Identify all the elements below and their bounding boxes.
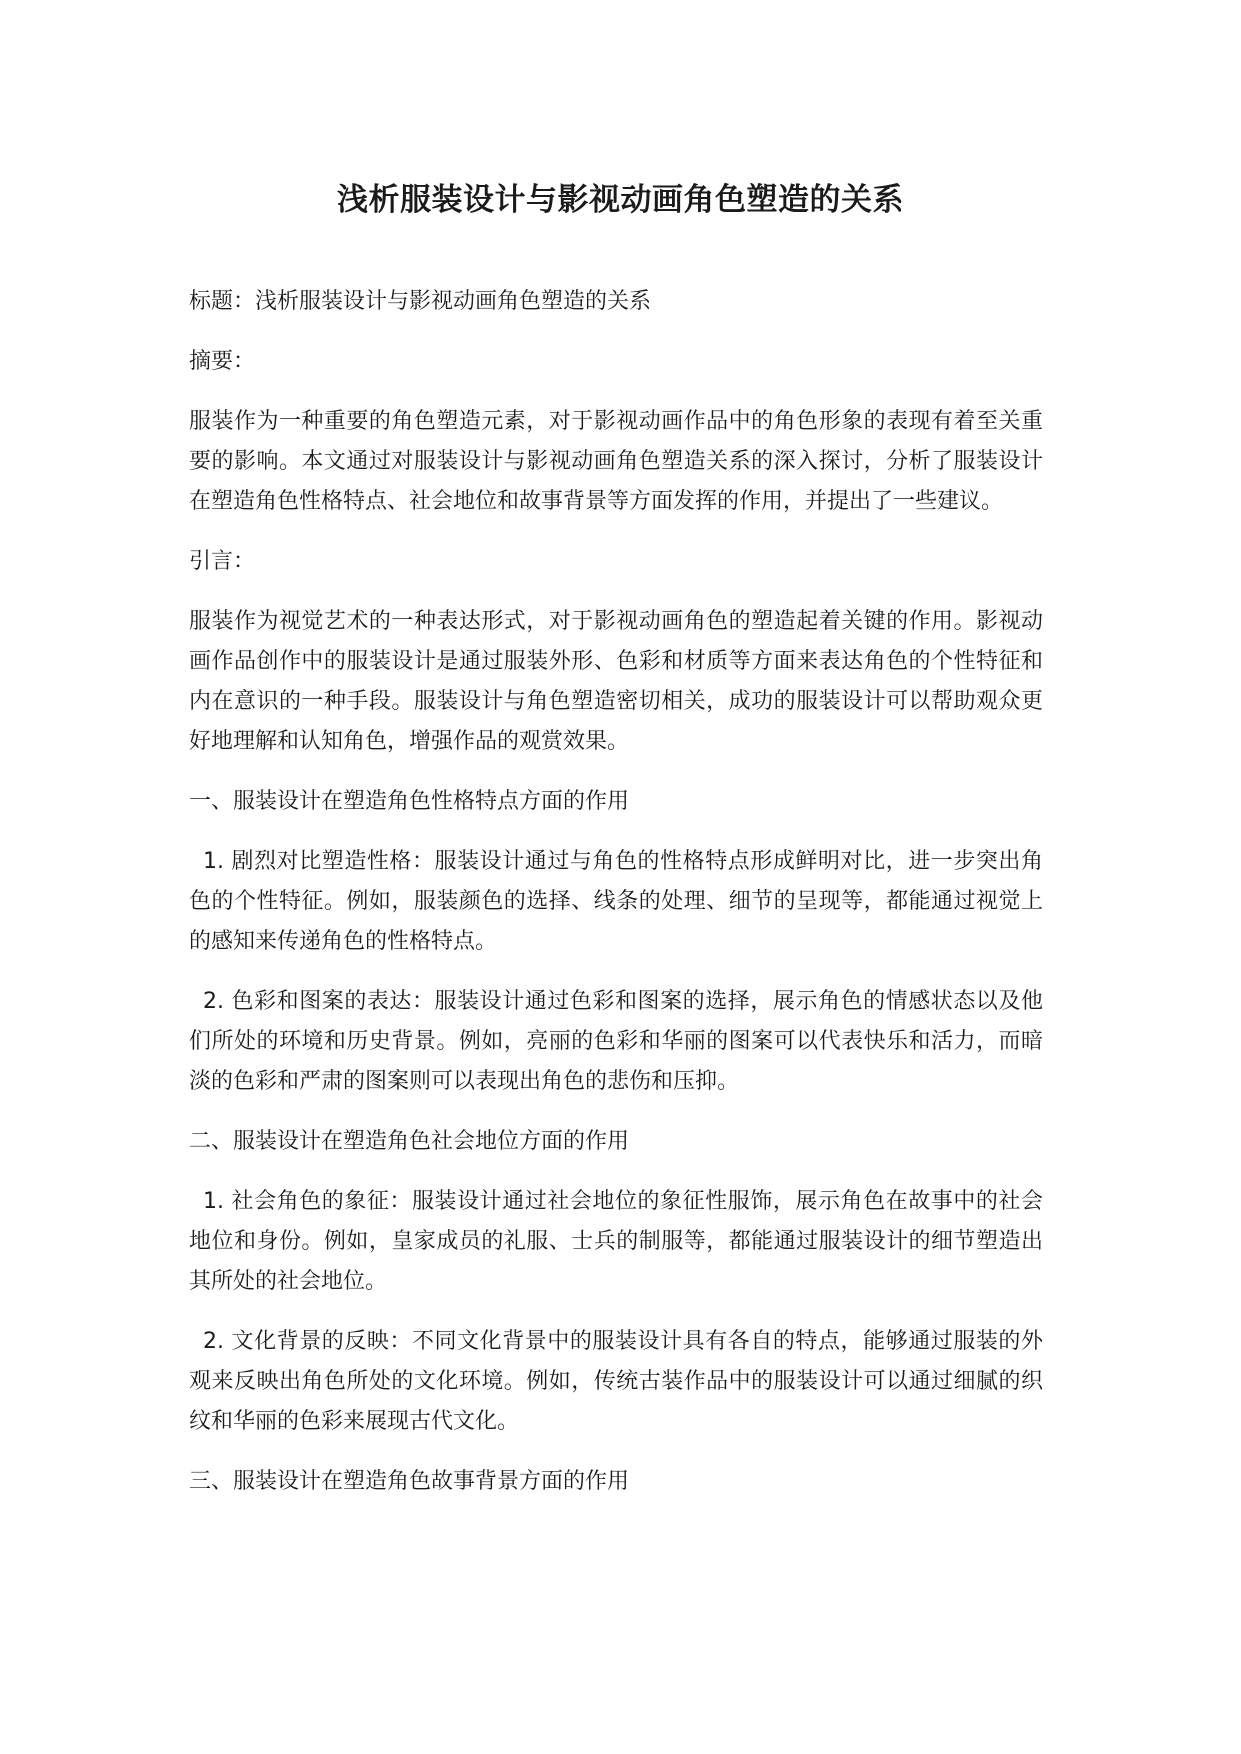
list-item: 2. 色彩和图案的表达：服装设计通过色彩和图案的选择，展示角色的情感状态以及他们所处的环境和历史背景。例如，亮丽的色彩和华丽的图案可以代表快乐和活力，而暗淡的色彩和严肃的图案则可以表现出角色的悲伤和压抑。: [189, 989, 1043, 1094]
document-body: [189, 282, 1043, 1502]
paragraph-title-line: 标题：浅析服装设计与影视动画角色塑造的关系: [189, 289, 652, 314]
introduction-heading: 引言：: [189, 549, 256, 574]
document-title: 浅析服装设计与影视动画角色塑造的关系: [337, 182, 904, 218]
abstract-text: 服装作为一种重要的角色塑造元素，对于影视动画作品中的角色形象的表现有着至关重要的影响。本文通过对服装设计与影视动画角色塑造关系的深入探讨，分析了服装设计在塑造角色性格特点、社会地位和故事背景等方面发挥的作用，并提出了一些建议。: [189, 409, 1043, 514]
list-item: 1. 社会角色的象征：服装设计通过社会地位的象征性服饰，展示角色在故事中的社会地位和身份。例如，皇家成员的礼服、士兵的制服等，都能通过服装设计的细节塑造出其所处的社会地位。: [189, 1189, 1043, 1294]
list-item: 2. 文化背景的反映：不同文化背景中的服装设计具有各自的特点，能够通过服装的外观来反映出角色所处的文化环境。例如，传统古装作品中的服装设计可以通过细腻的织纹和华丽的色彩来展现古代文化。: [189, 1329, 1043, 1434]
section-heading-3: 三、服装设计在塑造角色故事背景方面的作用: [189, 1469, 630, 1494]
section-heading-1: 一、服装设计在塑造角色性格特点方面的作用: [189, 789, 630, 814]
abstract-heading: 摘要：: [189, 349, 256, 374]
list-item: 1. 剧烈对比塑造性格：服装设计通过与角色的性格特点形成鲜明对比，进一步突出角色的个性特征。例如，服装颜色的选择、线条的处理、细节的呈现等，都能通过视觉上的感知来传递角色的性格特点。: [189, 849, 1043, 954]
introduction-text: 服装作为视觉艺术的一种表达形式，对于影视动画角色的塑造起着关键的作用。影视动画作品创作中的服装设计是通过服装外形、色彩和材质等方面来表达角色的个性特征和内在意识的一种手段。服装设计与角色塑造密切相关，成功的服装设计可以帮助观众更好地理解和认知角色，增强作品的观赏效果。: [189, 609, 1043, 754]
section-heading-2: 二、服装设计在塑造角色社会地位方面的作用: [189, 1129, 630, 1154]
